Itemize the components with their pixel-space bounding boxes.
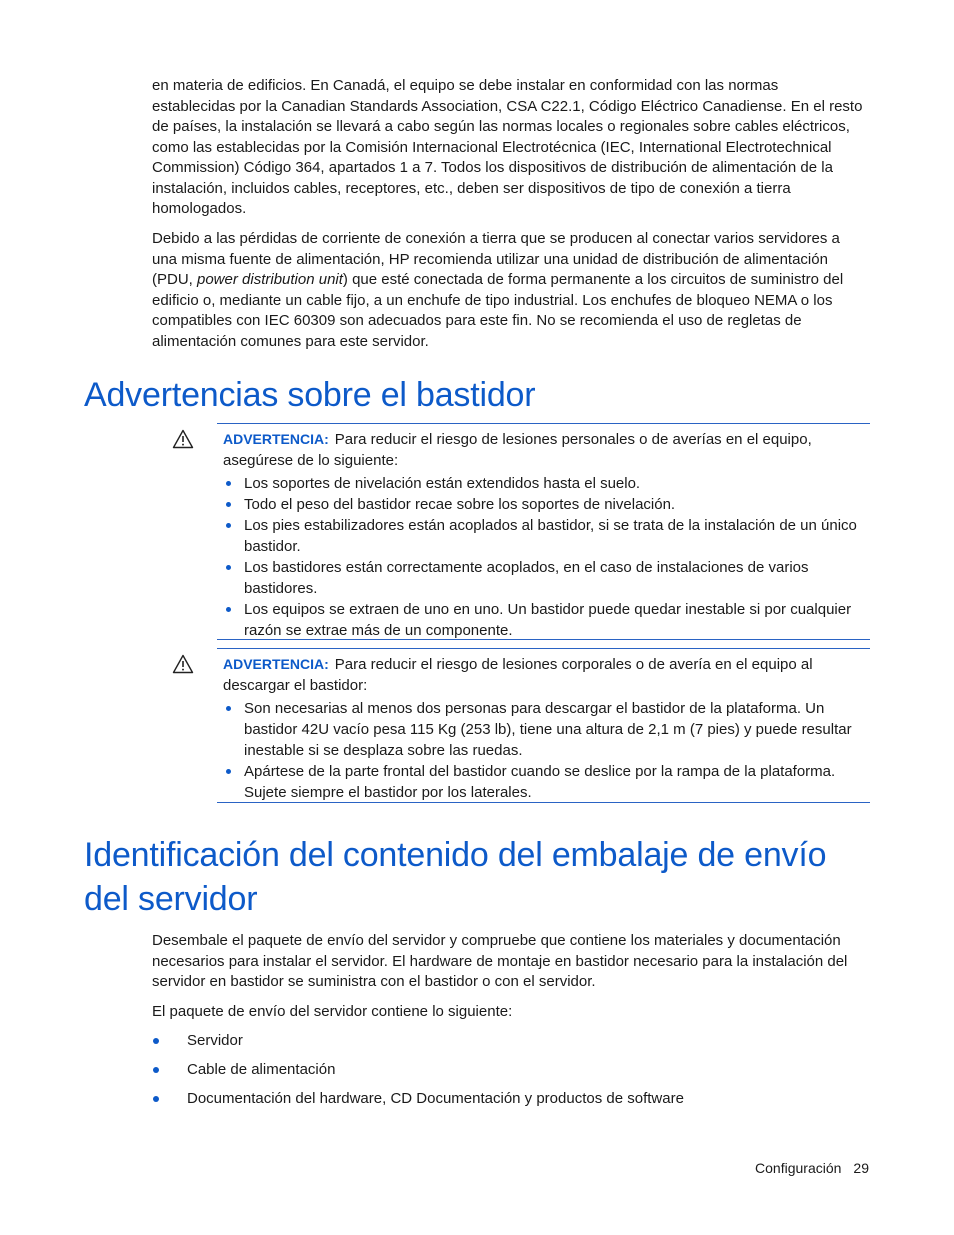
package-contents-list: [152, 1031, 864, 1118]
intro-p2-before: Debido a las pérdidas de corriente de conexión a tierra que se producen al conectar varios servidores a una misma fuente de alimentación, HP recomienda utilizar una unidad de distribución de alimentación (PDU,: [152, 230, 840, 288]
warning-2-lead: [223, 654, 863, 696]
warning-2-text: Para reducir el riesgo de lesiones corporales o de avería en el equipo al descargar el bastidor:: [223, 656, 813, 694]
intro-paragraph-1: en materia de edificios. En Canadá, el equipo se debe instalar en conformidad con las normas establecidas por la Canadian Standards Association, CSA C22.1, Código Eléctrico Canadiense. En el resto de países, la instalación se llevará a cabo según las normas locales o regionales sobre cables eléctricos, como las establecidas por la Comisión Internacional Electrotécnica (IEC, International Electrotechnical Commission) Código 364, apartados 1 a 7. Todos los dispositivos de distribución de alimentación de la instalación, incluidos cables, receptores, etc., deben ser dispositivos de tipo de conexión a tierra homologados.: [152, 77, 863, 217]
list-item: Documentación del hardware, CD Documentación y productos de software: [152, 1089, 864, 1109]
list-item: Los soportes de nivelación están extendidos hasta el suelo.: [217, 473, 866, 494]
list-item: Los equipos se extraen de uno en uno. Un bastidor puede quedar inestable si por cualquier razón se extrae más de un componente.: [217, 599, 866, 641]
footer-section-name: Configuración: [755, 1160, 842, 1176]
list-item: Los bastidores están correctamente acoplados, en el caso de instalaciones de varios bastidores.: [217, 557, 866, 599]
warning-triangle-icon: [172, 429, 194, 449]
list-item: Los pies estabilizadores están acoplados al bastidor, si se trata de la instalación de un único bastidor.: [217, 515, 866, 557]
list-item: Todo el peso del bastidor recae sobre los soportes de nivelación.: [217, 494, 866, 515]
package-paragraph-2: El paquete de envío del servidor contiene lo siguiente:: [152, 1003, 513, 1020]
package-paragraph-1: Desembale el paquete de envío del servidor y compruebe que contiene los materiales y documentación necesarios para instalar el servidor. El hardware de montaje en bastidor necesario para la instalación del servidor en bastidor se suministra con el bastidor o con el servidor.: [152, 932, 848, 990]
warning-1-lead: [223, 429, 863, 471]
intro-paragraph-2: [152, 229, 864, 352]
intro-p2-italic: power distribution unit: [197, 271, 343, 288]
page-number: 29: [853, 1160, 869, 1176]
list-item: Apártese de la parte frontal del bastidor cuando se deslice por la rampa de la plataforma. Sujete siempre el bastidor por los laterales.: [217, 761, 866, 803]
warning-1-label: ADVERTENCIA:: [223, 431, 329, 447]
intro-p2-after: ) que esté conectada de forma permanente a los circuitos de suministro del edificio o, mediante un cable fijo, a un enchufe de tipo industrial. Los enchufes de bloqueo NEMA o los compatibles con IEC 60309 son adecuados para este fin. No se recomienda el uso de regletas de alimentación comunes para este servidor.: [152, 271, 844, 350]
list-item: Cable de alimentación: [152, 1060, 864, 1080]
warning-triangle-icon: [172, 654, 194, 674]
warning-1-text: Para reducir el riesgo de lesiones personales o de averías en el equipo, asegúrese de lo siguiente:: [223, 431, 812, 469]
list-item: Servidor: [152, 1031, 864, 1051]
warning-1-list: [217, 473, 870, 641]
section-title-rack-warnings: Advertencias sobre el bastidor: [84, 376, 536, 414]
warning-box-2: [217, 648, 870, 803]
page-footer: [755, 1159, 869, 1177]
warning-2-list: [217, 698, 870, 803]
list-item: Son necesarias al menos dos personas para descargar el bastidor de la plataforma. Un bastidor 42U vacío pesa 115 Kg (253 lb), tiene una altura de 2,1 m (7 pies) y puede resultar inestable si se desplaza sobre las ruedas.: [217, 698, 866, 761]
warning-box-1: [217, 423, 870, 640]
section-title-package-contents: Identificación del contenido del embalaje de envío del servidor: [84, 836, 827, 918]
warning-2-label: ADVERTENCIA:: [223, 656, 329, 672]
